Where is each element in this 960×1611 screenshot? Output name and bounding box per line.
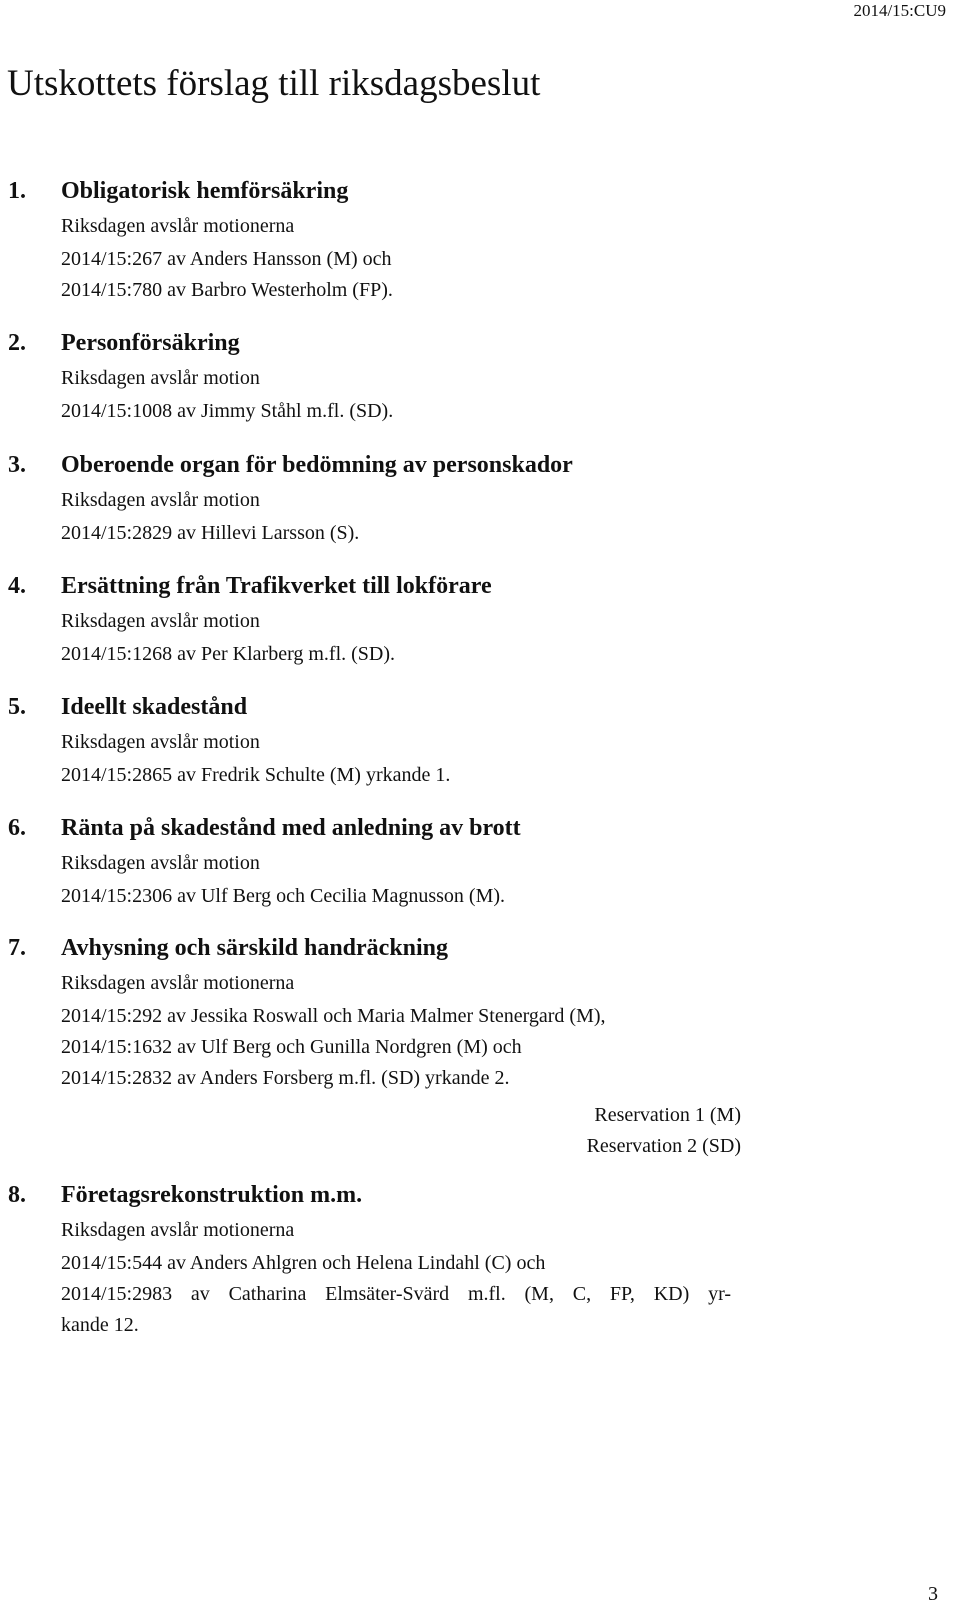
item-number: 4. bbox=[8, 573, 26, 599]
item-body bbox=[61, 485, 768, 549]
motion-line: 2014/15:2832 av Anders Forsberg m.fl. (SD) yrkande 2. bbox=[61, 1067, 510, 1089]
item-body bbox=[61, 363, 768, 427]
motion-line: 2014/15:1008 av Jimmy Ståhl m.fl. (SD). bbox=[61, 400, 394, 422]
item-decision: Riksdagen avslår motion bbox=[61, 367, 260, 389]
page-title: Utskottets förslag till riksdagsbeslut bbox=[7, 63, 541, 104]
reservation-label: Reservation 2 (SD) bbox=[586, 1135, 741, 1157]
item-title: Oberoende organ för bedömning av personskador bbox=[61, 452, 573, 478]
decision-item-4 bbox=[8, 568, 768, 670]
decision-item-2 bbox=[8, 325, 768, 427]
decision-item-7 bbox=[8, 930, 768, 1162]
item-body bbox=[61, 211, 768, 306]
item-body bbox=[61, 727, 768, 791]
item-heading bbox=[8, 447, 768, 483]
item-number: 7. bbox=[8, 935, 26, 961]
item-decision: Riksdagen avslår motion bbox=[61, 852, 260, 874]
decision-item-1 bbox=[8, 173, 768, 306]
item-title: Företagsrekonstruktion m.m. bbox=[61, 1182, 363, 1208]
decision-item-8 bbox=[8, 1177, 768, 1341]
item-title: Ersättning från Trafikverket till lokförare bbox=[61, 573, 492, 599]
item-heading bbox=[8, 1177, 768, 1213]
item-heading bbox=[8, 810, 768, 846]
item-heading bbox=[8, 173, 768, 209]
motion-line: 2014/15:292 av Jessika Roswall och Maria Malmer Stenergard (M), bbox=[61, 1005, 606, 1027]
decision-item-5 bbox=[8, 689, 768, 791]
item-decision: Riksdagen avslår motionerna bbox=[61, 972, 295, 994]
item-number: 2. bbox=[8, 330, 26, 356]
item-heading bbox=[8, 930, 768, 966]
item-number: 3. bbox=[8, 452, 26, 478]
item-heading bbox=[8, 325, 768, 361]
motion-line: 2014/15:1632 av Ulf Berg och Gunilla Nordgren (M) och bbox=[61, 1036, 522, 1058]
item-body bbox=[61, 968, 768, 1162]
item-number: 8. bbox=[8, 1182, 26, 1208]
motion-line: kande 12. bbox=[61, 1314, 139, 1336]
item-title: Ränta på skadestånd med anledning av brott bbox=[61, 815, 521, 841]
item-heading bbox=[8, 568, 768, 604]
page-number: 3 bbox=[928, 1583, 938, 1605]
decision-item-3 bbox=[8, 447, 768, 549]
document-id: 2014/15:CU9 bbox=[853, 1, 946, 20]
motion-line: 2014/15:2829 av Hillevi Larsson (S). bbox=[61, 522, 360, 544]
item-heading bbox=[8, 689, 768, 725]
item-number: 6. bbox=[8, 815, 26, 841]
item-number: 1. bbox=[8, 178, 26, 204]
item-decision: Riksdagen avslår motionerna bbox=[61, 215, 295, 237]
motion-line: 2014/15:780 av Barbro Westerholm (FP). bbox=[61, 279, 393, 301]
item-decision: Riksdagen avslår motion bbox=[61, 731, 260, 753]
item-title: Personförsäkring bbox=[61, 330, 240, 356]
reservation-list bbox=[61, 1100, 741, 1162]
item-body bbox=[61, 848, 768, 912]
item-body bbox=[61, 1215, 768, 1341]
item-number: 5. bbox=[8, 694, 26, 720]
item-decision: Riksdagen avslår motion bbox=[61, 610, 260, 632]
item-decision: Riksdagen avslår motionerna bbox=[61, 1219, 295, 1241]
item-title: Ideellt skadestånd bbox=[61, 694, 248, 720]
motion-line: 2014/15:2983 av Catharina Elmsäter-Svärd m.fl. (M, C, FP, KD) yr- bbox=[61, 1283, 731, 1305]
motion-line: 2014/15:1268 av Per Klarberg m.fl. (SD). bbox=[61, 643, 396, 665]
reservation-label: Reservation 1 (M) bbox=[594, 1104, 741, 1126]
item-decision: Riksdagen avslår motion bbox=[61, 489, 260, 511]
motion-line: 2014/15:267 av Anders Hansson (M) och bbox=[61, 248, 392, 270]
item-title: Avhysning och särskild handräckning bbox=[61, 935, 449, 961]
item-body bbox=[61, 606, 768, 670]
item-title: Obligatorisk hemförsäkring bbox=[61, 178, 349, 204]
motion-line: 2014/15:544 av Anders Ahlgren och Helena Lindahl (C) och bbox=[61, 1252, 546, 1274]
motion-line: 2014/15:2306 av Ulf Berg och Cecilia Magnusson (M). bbox=[61, 885, 506, 907]
motion-line: 2014/15:2865 av Fredrik Schulte (M) yrkande 1. bbox=[61, 764, 451, 786]
decision-item-6 bbox=[8, 810, 768, 912]
